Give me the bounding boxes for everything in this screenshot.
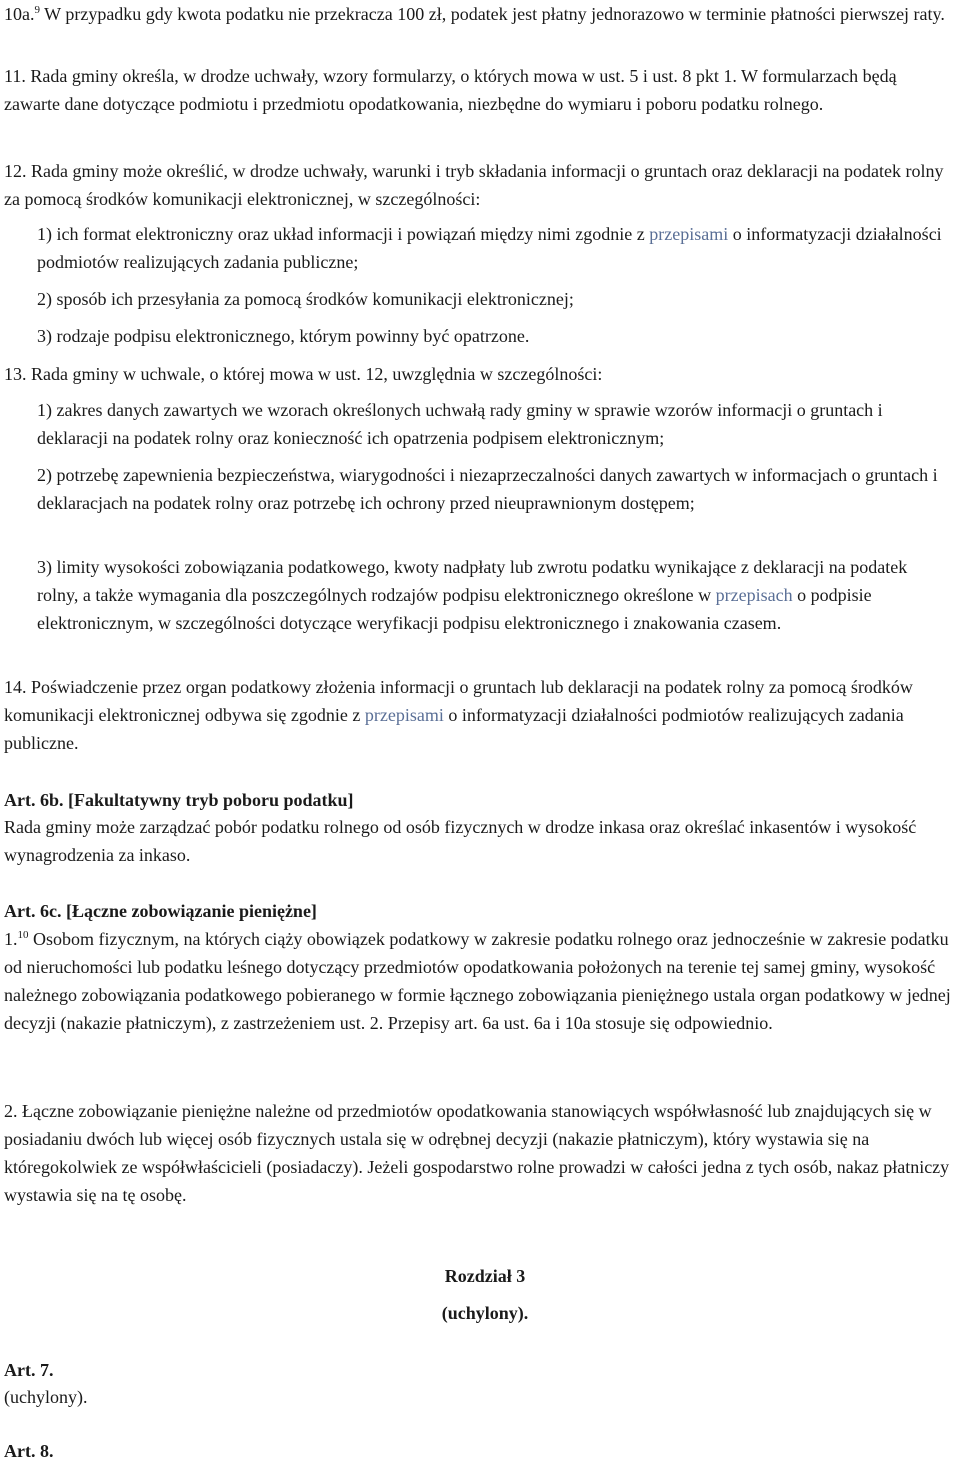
paragraph-12-item-1 — [37, 220, 952, 276]
paragraph-13-item-2: 2) potrzebę zapewnienia bezpieczeństwa, wiarygodności i niezaprzeczalności danych zawartych w informacjach o gruntach i deklaracjach na podatek rolny oraz potrzebę ich ochrony przed nieuprawnionym dostępem; — [37, 465, 938, 513]
paragraph-14 — [4, 673, 952, 757]
paragraph-text: Osobom fizycznym, na których ciąży obowiązek podatkowy w zakresie podatku rolnego oraz jednocześnie w zakresie podatku od nieruchomości lub podatku leśnego dotyczący przedmiotów opodatkowania położonych na terenie tej samej gminy, wysokość należnego zobowiązania podatkowego pobieranego w formie łącznego zobowiązania pieniężnego ustala organ podatkowy w jednej decyzji (nakazie płatniczym), z zastrzeżeniem ust. 2. Przepisy art. 6a ust. 6a i 10a stosuje się odpowiednio. — [4, 929, 951, 1033]
item-text: 3) limity wysokości zobowiązania podatkowego, kwoty nadpłaty lub zwrotu podatku wynikające z deklaracji na podatek rolny, a także wymagania dla poszczególnych rodzajów podpisu elektronicznego określone w — [37, 557, 908, 605]
art-6c-paragraph-2: 2. Łączne zobowiązanie pieniężne należne od przedmiotów opodatkowania stanowiących współwłasność lub znajdujących się w posiadaniu dwóch lub więcej osób fizycznych ustala się w odrębnej decyzji (nakazie płatniczym), który wystawia się na któregokolwiek ze współwłaścicieli (posiadaczy). Jeżeli gospodarstwo rolne prowadzi w całości jedna z tych osób, nakaz płatniczy wystawia się na tę osobę. — [4, 1101, 950, 1205]
paragraph-11: 11. Rada gminy określa, w drodze uchwały, wzory formularzy, o których mowa w ust. 5 i ust. 8 pkt 1. W formularzach będą zawarte dane dotyczące podmiotu i przedmiotu opodatkowania, niezbędne do wymiaru i poboru podatku rolnego. — [4, 66, 897, 114]
paragraph-10a — [4, 0, 952, 28]
przepisach-link[interactable]: przepisach — [715, 585, 793, 605]
paragraph-text: o informatyzacji działalności podmiotów realizujących zadania publiczne. — [4, 705, 904, 753]
art-6b-text: Rada gminy może zarządzać pobór podatku rolnego od osób fizycznych w drodze inkasa oraz określać inkasentów i wysokość wynagrodzenia za inkaso. — [4, 817, 917, 865]
paragraph-13-item-1: 1) zakres danych zawartych we wzorach określonych uchwałą rady gminy w sprawie wzorów informacji o gruntach i deklaracji na podatek rolny oraz konieczność ich opatrzenia podpisem elektronicznym; — [37, 400, 883, 448]
paragraph-12-item-2: 2) sposób ich przesyłania za pomocą środków komunikacji elektronicznej; — [37, 289, 574, 309]
art-6c-heading: Art. 6c. [Łączne zobowiązanie pieniężne] — [4, 901, 317, 921]
przepisami-link[interactable]: przepisami — [364, 705, 444, 725]
paragraph-12-item-3: 3) rodzaje podpisu elektronicznego, którym powinny być opatrzone. — [37, 326, 530, 346]
paragraph-number: 1. — [4, 929, 18, 949]
art-7-text: (uchylony). — [4, 1387, 88, 1407]
paragraph-13: 13. Rada gminy w uchwale, o której mowa w ust. 12, uwzględnia w szczególności: — [4, 364, 603, 384]
art-6c-paragraph-1 — [4, 925, 952, 1037]
paragraph-number: 10a. — [4, 4, 35, 24]
paragraph-text: 14. Poświadczenie przez organ podatkowy złożenia informacji o gruntach lub deklaracji na podatek rolny za pomocą środków komunikacji elektronicznej odbywa się zgodnie z — [4, 677, 913, 725]
paragraph-text: W przypadku gdy kwota podatku nie przekracza 100 zł, podatek jest płatny jednorazowo w terminie płatności pierwszej raty. — [40, 4, 945, 24]
item-text: o podpisie elektronicznym, w szczególności dotyczące weryfikacji podpisu elektronicznego i znakowania czasem. — [37, 585, 872, 633]
art-6b-heading: Art. 6b. [Fakultatywny tryb poboru podatku] — [4, 790, 354, 810]
art-7-heading: Art. 7. — [4, 1360, 54, 1380]
item-text: o informatyzacji działalności podmiotów realizujących zadania publiczne; — [37, 224, 942, 272]
chapter-3-title: Rozdział 3 — [444, 1266, 526, 1286]
footnote-ref[interactable]: 10 — [17, 929, 29, 941]
art-8-heading: Art. 8. — [4, 1441, 54, 1461]
przepisami-link[interactable]: przepisami — [649, 224, 729, 244]
paragraph-12: 12. Rada gminy może określić, w drodze uchwały, warunki i tryb składania informacji o gruntach oraz deklaracji na podatek rolny za pomocą środków komunikacji elektronicznej, w szczególności: — [4, 161, 944, 209]
item-text: 1) ich format elektroniczny oraz układ informacji i powiązań między nimi zgodnie z — [37, 224, 650, 244]
footnote-ref[interactable]: 9 — [34, 4, 40, 16]
paragraph-13-item-3 — [37, 553, 952, 637]
chapter-3-subtitle: (uchylony). — [441, 1303, 529, 1323]
